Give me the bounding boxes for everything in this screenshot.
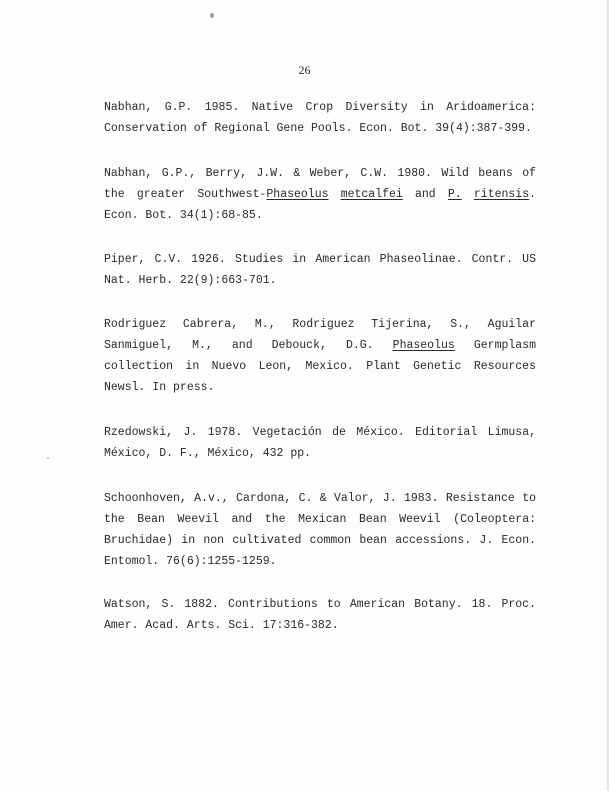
page-number: 26: [298, 63, 311, 77]
reference-text: Watson, S. 1882. Contributions to American Botany. 18. Proc. Amer. Acad. Arts. Sci. 17:316-382.: [104, 598, 536, 632]
species-name: ritensis: [473, 188, 530, 201]
reference-text: and: [402, 188, 448, 201]
reference-text: Rzedowski, J. 1978. Vegetación de México. Editorial Limusa, México, D. F., México, 432 pp.: [104, 426, 536, 460]
reference-entry: [104, 249, 536, 291]
reference-entry: [104, 422, 536, 464]
reference-entry: [104, 163, 536, 226]
reference-text: [462, 188, 474, 201]
reference-text: Nabhan, G.P., Berry, J.W. & Weber, C.W. 1980. Wild beans of the greater Southwest-: [104, 167, 536, 201]
reference-text: Germplasm collection in Nuevo Leon, Mexico. Plant Genetic Resources Newsl. In press.: [104, 339, 536, 394]
reference-text: [329, 188, 341, 201]
reference-text: Nabhan, G.P. 1985. Native Crop Diversity in Aridoamerica: Conservation of Regional Gene Pools. Econ. Bot. 39(4):387-399.: [104, 101, 536, 135]
reference-entry: [104, 488, 536, 572]
reference-list: [104, 97, 536, 660]
reference-text: Rodriguez Cabrera, M., Rodriguez Tijerina, S., Aguilar Sanmiguel, M., and Debouck, D.G.: [104, 318, 536, 352]
reference-entry: [104, 594, 536, 636]
reference-entry: [104, 314, 536, 398]
genus-name: Phaseolus: [266, 188, 329, 201]
reference-text: . Econ. Bot. 34(1):68-85.: [104, 188, 537, 222]
reference-entry: [104, 97, 536, 139]
species-name: metcalfei: [340, 188, 403, 201]
reference-text: Schoonhoven, A.v., Cardona, C. & Valor, J. 1983. Resistance to the Bean Weevil and the Mexican Bean Weevil (Coleoptera: Bruchidae) in non cultivated common bean accessions. J. Econ. Entomol. 76(6):1255-1259.: [104, 492, 536, 568]
scan-speck: [47, 457, 49, 459]
genus-name: Phaseolus: [392, 339, 455, 352]
genus-abbreviation: P.: [447, 188, 462, 201]
scan-speck: [210, 13, 214, 18]
reference-text: Piper, C.V. 1926. Studies in American Phaseolinae. Contr. US Nat. Herb. 22(9):663-701.: [104, 253, 536, 287]
